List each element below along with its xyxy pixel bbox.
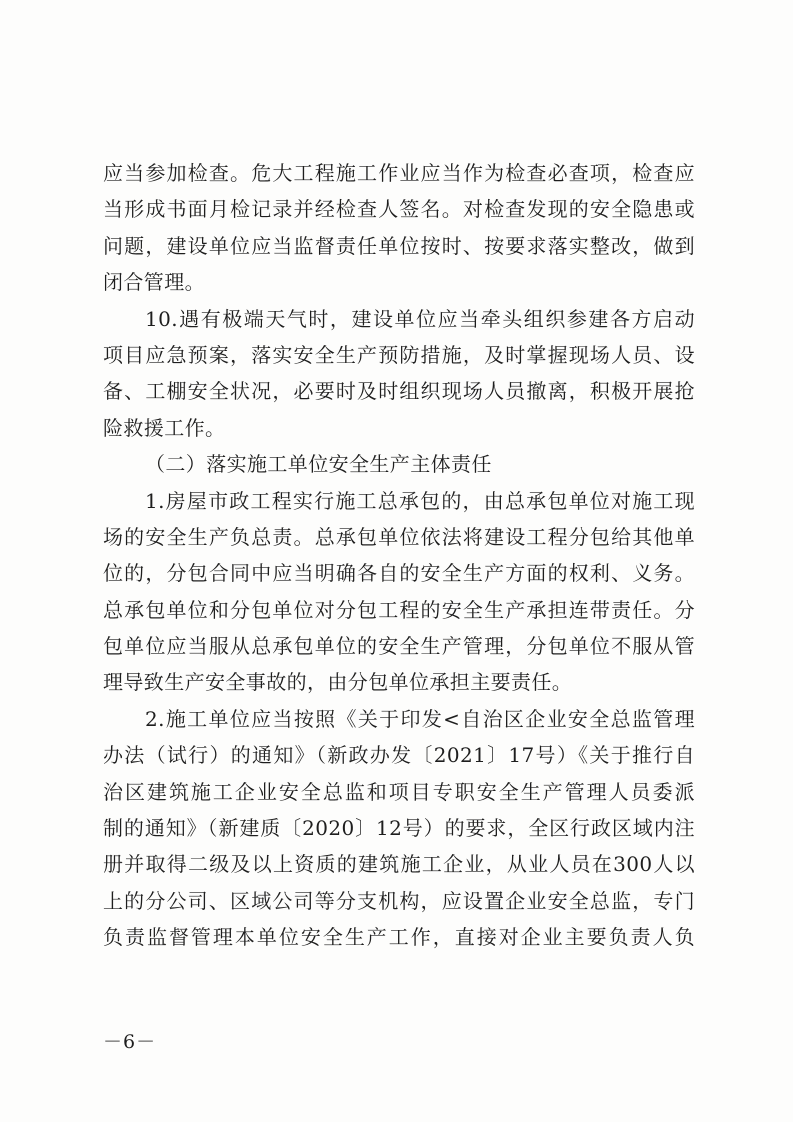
text-line: 场的安全生产负总责。总承包单位依法将建设工程分包给其他单 xyxy=(103,524,695,549)
text-line: 项目应急预案，落实安全生产预防措施，及时掌握现场人员、设 xyxy=(103,342,695,367)
body-text xyxy=(103,155,695,956)
text-line: 办法（试行）的通知》（新政办发〔2021〕17号）《关于推行自 xyxy=(103,743,695,768)
text-line: 包单位应当服从总承包单位的安全生产管理，分包单位不服从管 xyxy=(103,634,695,659)
text-line: 册并取得二级及以上资质的建筑施工企业，从业人员在300人以 xyxy=(103,852,695,877)
text-line: 当形成书面月检记录并经检查人签名。对检查发现的安全隐患或 xyxy=(103,197,695,222)
text-line: 备、工棚安全状况，必要时及时组织现场人员撤离，积极开展抢 xyxy=(103,379,695,404)
text-line: 上的分公司、区域公司等分支机构，应设置企业安全总监，专门 xyxy=(103,888,695,913)
text-line: 总承包单位和分包单位对分包工程的安全生产承担连带责任。分 xyxy=(103,597,695,622)
section-heading: （二）落实施工单位安全生产主体责任 xyxy=(145,452,492,477)
text-line: 险救援工作。 xyxy=(103,415,226,440)
paragraph-start-line: 10.遇有极端天气时，建设单位应当牵头组织参建各方启动 xyxy=(145,306,695,331)
text-line: 闭合管理。 xyxy=(103,270,205,295)
text-line: 应当参加检查。危大工程施工作业应当作为检查必查项，检查应 xyxy=(103,161,695,185)
text-line: 制的通知》（新建质〔2020〕12号）的要求，全区行政区域内注 xyxy=(103,816,695,841)
text-line: 问题，建设单位应当监督责任单位按时、按要求落实整改，做到 xyxy=(103,233,695,258)
page-number: －6－ xyxy=(103,1031,157,1053)
text-line: 位的，分包合同中应当明确各自的安全生产方面的权利、义务。 xyxy=(103,561,695,586)
text-line: 治区建筑施工企业安全总监和项目专职安全生产管理人员委派 xyxy=(103,779,695,804)
text-line: 理导致生产安全事故的，由分包单位承担主要责任。 xyxy=(103,670,573,695)
paragraph-start-line: 1.房屋市政工程实行施工总承包的，由总承包单位对施工现 xyxy=(145,488,695,513)
paragraph-start-line: 2.施工单位应当按照《关于印发<自治区企业安全总监管理 xyxy=(145,706,695,731)
text-line: 负责监督管理本单位安全生产工作，直接对企业主要负责人负 xyxy=(103,925,695,950)
